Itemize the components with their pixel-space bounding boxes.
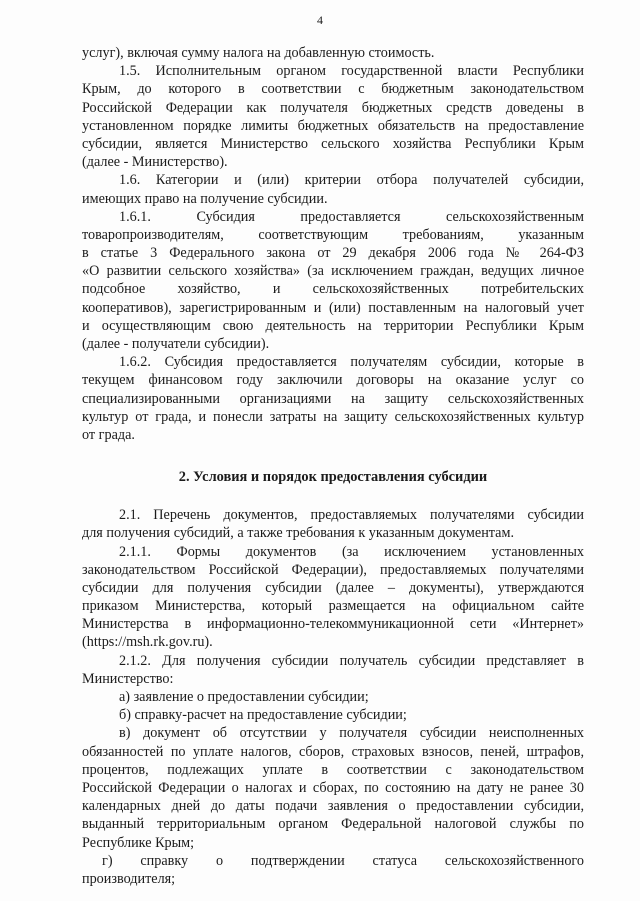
- text-line: и осуществляющим свою деятельность на территории Республики Крым: [82, 317, 584, 334]
- text-line: для получения субсидий, а также требования к указанным документам.: [82, 525, 514, 542]
- list-item: б) справку-расчет на предоставление субсидии;: [119, 707, 407, 724]
- list-item: г) справку о подтверждении статуса сельскохозяйственного: [102, 852, 584, 869]
- text-line: 2.1.1. Формы документов (за исключением установленных: [119, 543, 584, 560]
- document-body: [82, 44, 584, 888]
- text-line: календарных дней до даты подачи заявления о предоставлении субсидии,: [82, 798, 584, 815]
- text-line: в статье 3 Федерального закона от 29 декабря 2006 года № 264-ФЗ: [82, 245, 584, 262]
- text-line: культур от града, и понесли затраты на защиту сельскохозяйственных культур: [82, 408, 584, 425]
- text-line: 2.1. Перечень документов, предоставляемых получателями субсидии: [119, 507, 584, 524]
- text-line: 1.6. Категории и (или) критерии отбора получателей субсидии,: [119, 172, 584, 189]
- text-line: кооперативов), зарегистрированным и (или) поставленным на налоговый учет: [82, 299, 584, 316]
- text-line: специализированными организациями на защиту сельскохозяйственных: [82, 390, 584, 407]
- text-line: 2.1.2. Для получения субсидии получатель субсидии представляет в: [119, 652, 584, 669]
- text-line: подсобное хозяйство, и сельскохозяйственных потребительских: [82, 281, 584, 298]
- text-line: законодательством Российской Федерации), предоставляемых получателями: [82, 561, 584, 578]
- page-number: 4: [317, 13, 323, 27]
- text-line: от града.: [82, 426, 135, 443]
- text-line: 1.5. Исполнительным органом государственной власти Республики: [119, 63, 584, 80]
- text-line: 1.6.2. Субсидия предоставляется получателям субсидии, которые в: [119, 354, 584, 371]
- text-line: Российской Федерации как получателя бюджетных средств доведены в: [82, 99, 584, 116]
- text-line: Российской Федерации о налогах и сборах, по состоянию на дату не ранее 30: [82, 779, 584, 796]
- section-heading: 2. Условия и порядок предоставления субсидии: [178, 469, 488, 486]
- text-line: (https://msh.rk.gov.ru).: [82, 634, 213, 651]
- text-line: производителя;: [82, 870, 176, 887]
- text-line: обязанностей по уплате налогов, сборов, страховых взносов, пеней, штрафов,: [82, 743, 584, 760]
- text-line: приказом Министерства, который размещается на официальном сайте: [82, 598, 584, 615]
- text-line: Республике Крым;: [82, 834, 195, 851]
- text-line: Министерства в информационно-телекоммуникационной сети «Интернет»: [82, 616, 584, 633]
- text-line: (далее - Министерство).: [82, 154, 228, 171]
- text-line: субсидии, является Министерство сельского хозяйства Республики Крым: [82, 135, 584, 152]
- list-item: а) заявление о предоставлении субсидии;: [119, 689, 369, 705]
- text-line: установленном порядке лимиты бюджетных обязательств на предоставление: [82, 117, 584, 134]
- text-line: имеющих право на получение субсидии.: [82, 190, 328, 207]
- text-line: текущем финансовом году заключили договоры на оказание услуг со: [82, 372, 584, 389]
- text-line: выданный территориальным органом Федеральной налоговой службы по: [82, 816, 584, 833]
- text-line: (далее - получатели субсидии).: [82, 336, 270, 352]
- text-line: услуг), включая сумму налога на добавленную стоимость.: [82, 45, 435, 61]
- text-line: Крым, до которого в соответствии с бюджетным законодательством: [82, 81, 584, 98]
- text-line: Министерство:: [82, 670, 174, 687]
- text-line: субсидии для получения субсидии (далее – документы), утверждаются: [82, 579, 584, 596]
- list-item: в) документ об отсутствии у получателя субсидии неисполненных: [119, 725, 584, 742]
- text-line: товаропроизводителям, соответствующим требованиям, указанным: [82, 226, 584, 243]
- text-line: процентов, подлежащих уплате в соответствии с законодательством: [82, 761, 584, 778]
- text-line: 1.6.1. Субсидия предоставляется сельскохозяйственным: [119, 208, 584, 225]
- text-line: «О развитии сельского хозяйства» (за исключением граждан, ведущих личное: [82, 263, 584, 280]
